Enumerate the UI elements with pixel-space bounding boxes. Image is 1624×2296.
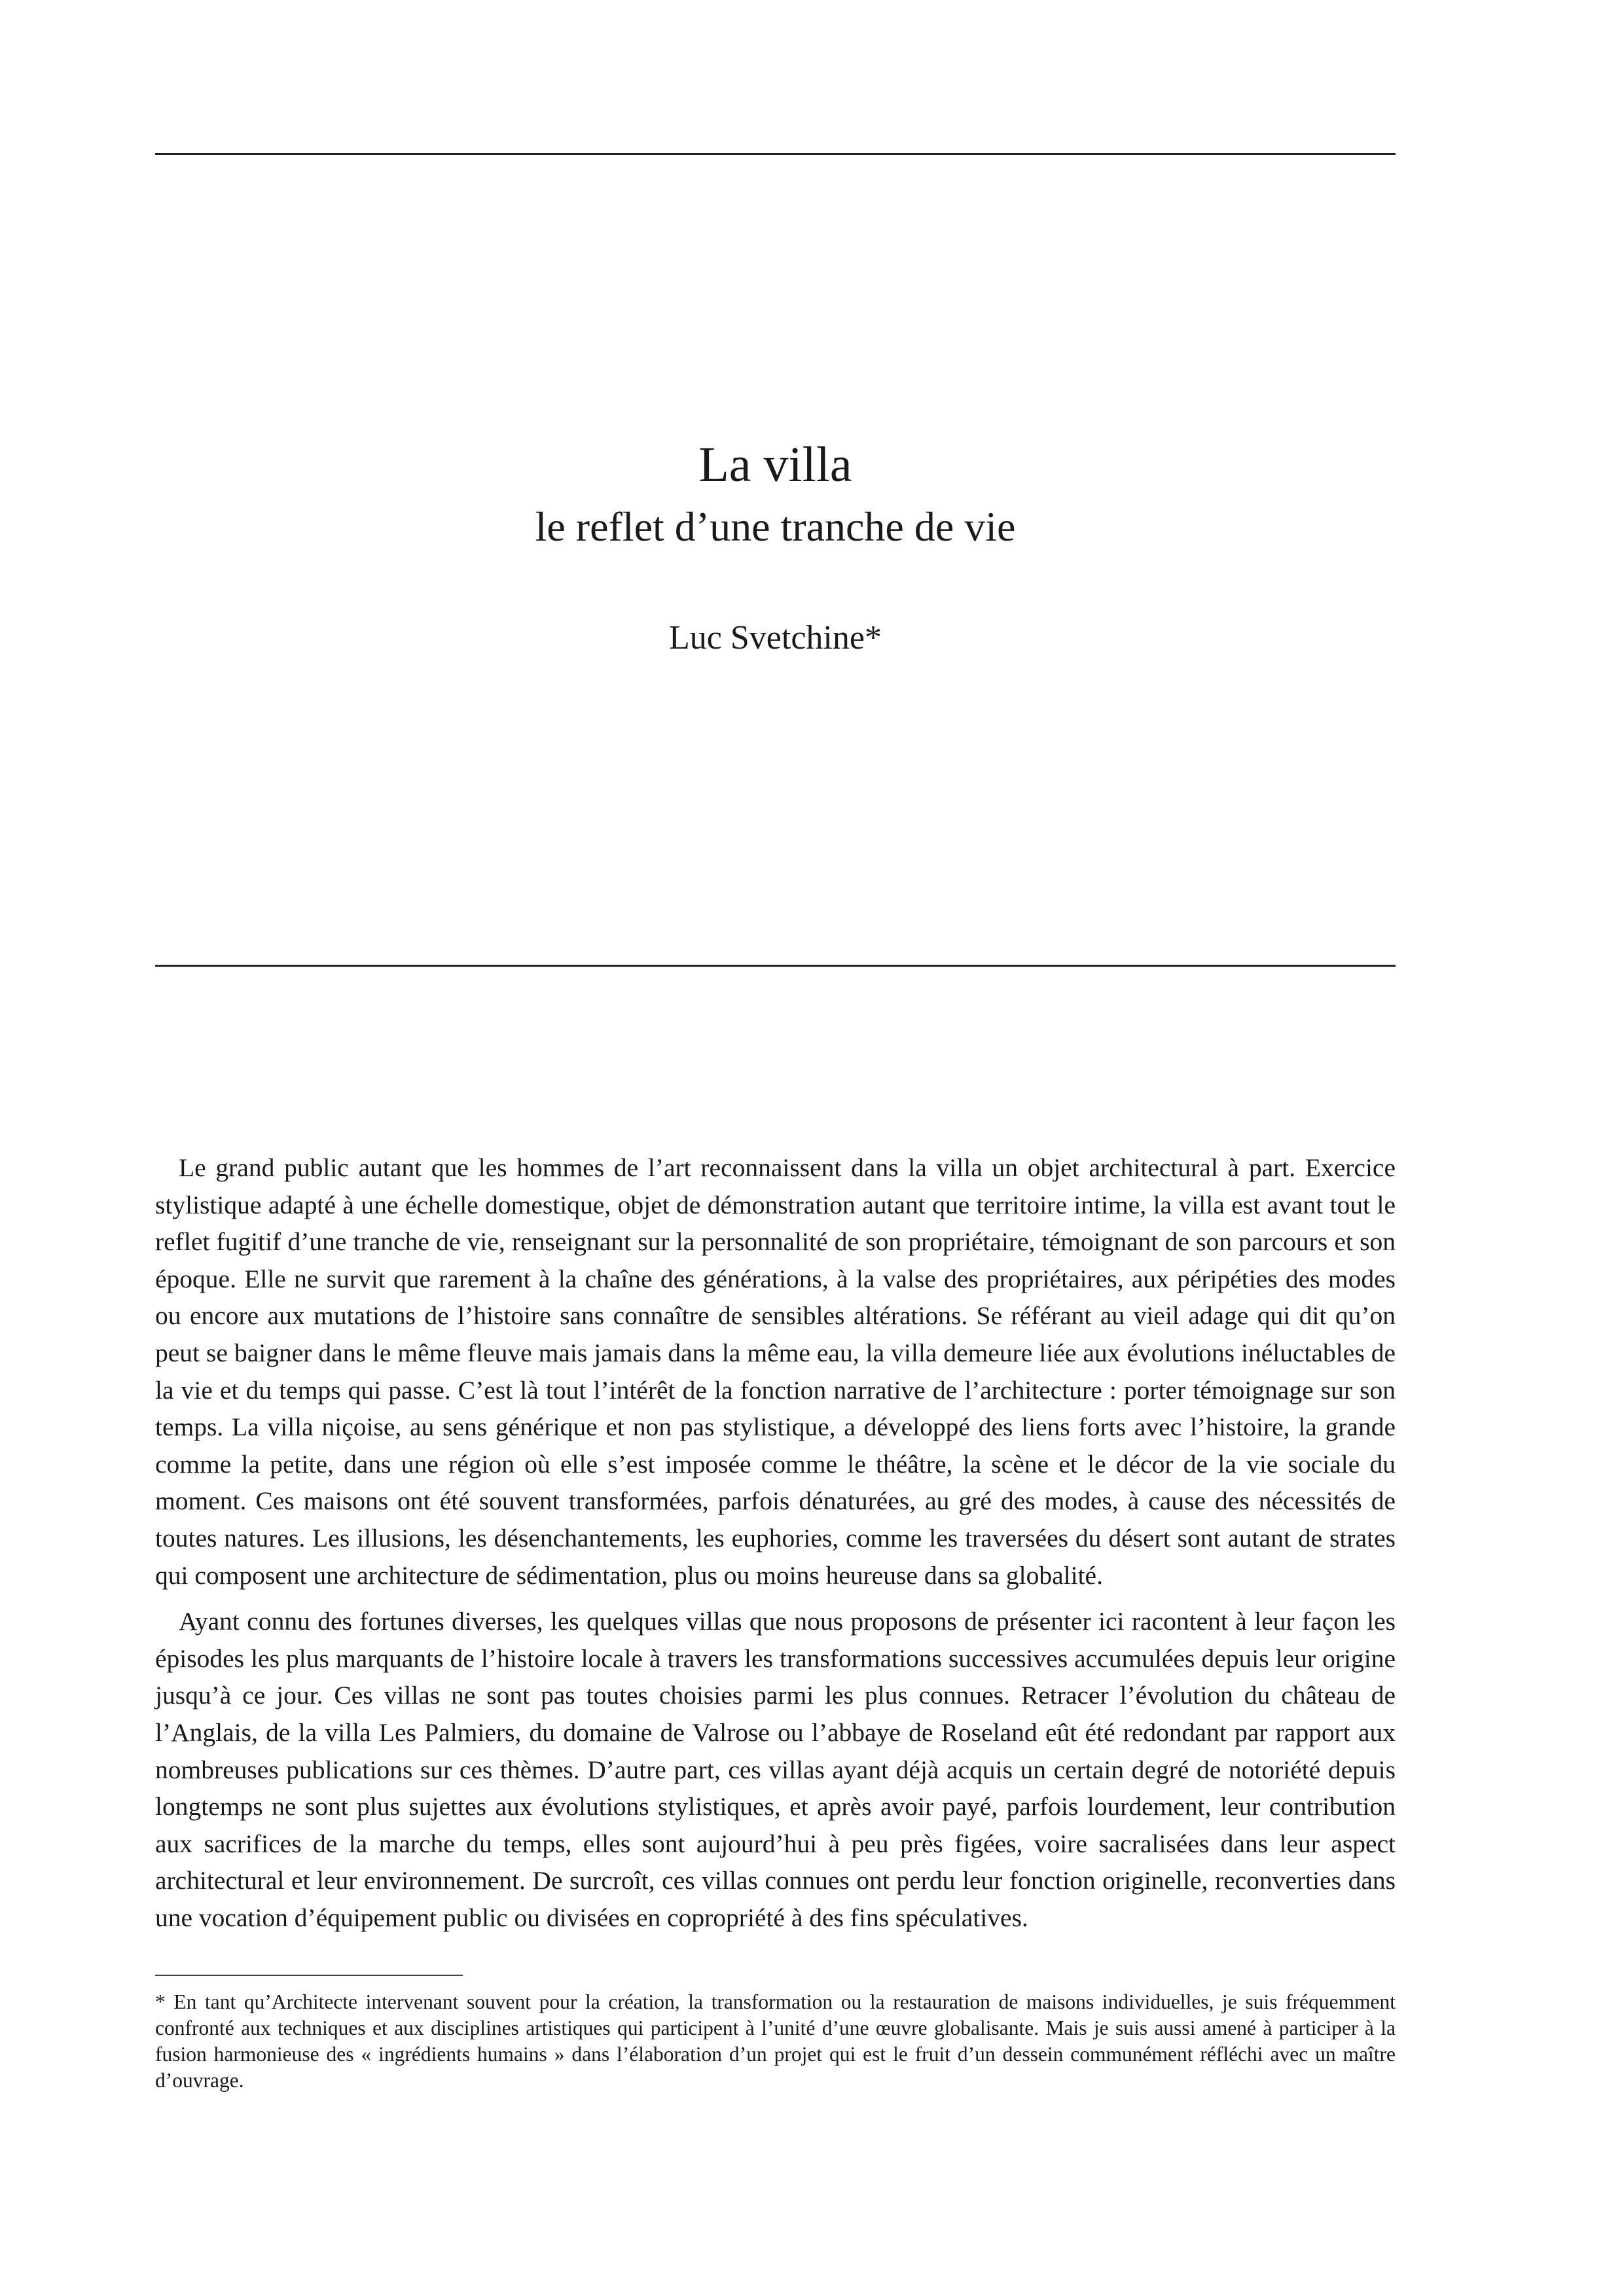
body-paragraph: Le grand public autant que les hommes de l’art reconnaissent dans la villa un objet architectural à part. Exercice stylistique adapté à une échelle domestique, objet de démonstration autant que territoire intime, la villa est avant tout le reflet fugitif d’une tranche de vie, renseignant sur la personnalité de son propriétaire, témoignant de son parcours et son époque. Elle ne survit que rarement à la chaîne des générations, à la valse des propriétaires, aux péripéties des modes ou encore aux mutations de l’histoire sans connaître de sensibles altérations. Se référant au vieil adage qui dit qu’on peut se baigner dans le même fleuve mais jamais dans la même eau, la villa demeure liée aux évolutions inéluctables de la vie et du temps qui passe. C’est là tout l’intérêt de la fonction narrative de l’architecture : porter témoignage sur son temps. La villa niçoise, au sens générique et non pas stylistique, a développé des liens forts avec l’histoire, la grande comme la petite, dans une région où elle s’est imposée comme le théâtre, la scène et le décor de la vie sociale du moment. Ces maisons ont été souvent transformées, parfois dénaturées, au gré des modes, à cause des nécessités de toutes natures. Les illusions, les désenchantements, les euphories, comme les traversées du désert sont autant de strates qui composent une architecture de sédimentation, plus ou moins heureuse dans sa globalité. (155, 1153, 1396, 1590)
page-title: La villa (698, 437, 852, 492)
footnote: * En tant qu’Architecte intervenant souvent pour la création, la transformation ou la restauration de maisons individuelles, je suis fréquemment confronté aux techniques et aux disciplines artistiques qui participent à l’unité d’une œuvre globalisante. Mais je suis aussi amené à participer à la fusion harmonieuse des « ingrédients humains » dans l’élaboration d’un projet qui est le fruit d’un dessein communément réfléchi avec un maître d’ouvrage. (155, 1990, 1396, 2092)
title-block (155, 432, 1396, 659)
body-paragraph: Ayant connu des fortunes diverses, les quelques villas que nous proposons de présenter ici racontent à leur façon les épisodes les plus marquants de l’histoire locale à travers les transformations successives accumulées depuis leur origine jusqu’à ce jour. Ces villas ne sont pas toutes choisies parmi les plus connues. Retracer l’évolution du château de l’Anglais, de la villa Les Palmiers, du domaine de Valrose ou l’abbaye de Roseland eût été redondant par rapport aux nombreuses publications sur ces thèmes. D’autre part, ces villas ayant déjà acquis un certain degré de notoriété depuis longtemps ne sont plus sujettes aux évolutions stylistiques, et après avoir payé, parfois lourdement, leur contribution aux sacrifices de la marche du temps, elles sont aujourd’hui à peu près figées, voire sacralisées dans leur aspect architectural et leur environnement. De surcroît, ces villas connues ont perdu leur fonction originelle, reconverties dans une vocation d’équipement public ou divisées en copropriété à des fins spéculatives. (155, 1607, 1396, 1932)
top-rule (155, 153, 1396, 155)
footnote-separator (155, 1975, 463, 1976)
author-name: Luc Svetchine* (669, 619, 882, 656)
title-bottom-rule (155, 965, 1396, 967)
page-subtitle: le reflet d’une tranche de vie (535, 503, 1016, 550)
article-body (155, 1149, 1396, 1936)
